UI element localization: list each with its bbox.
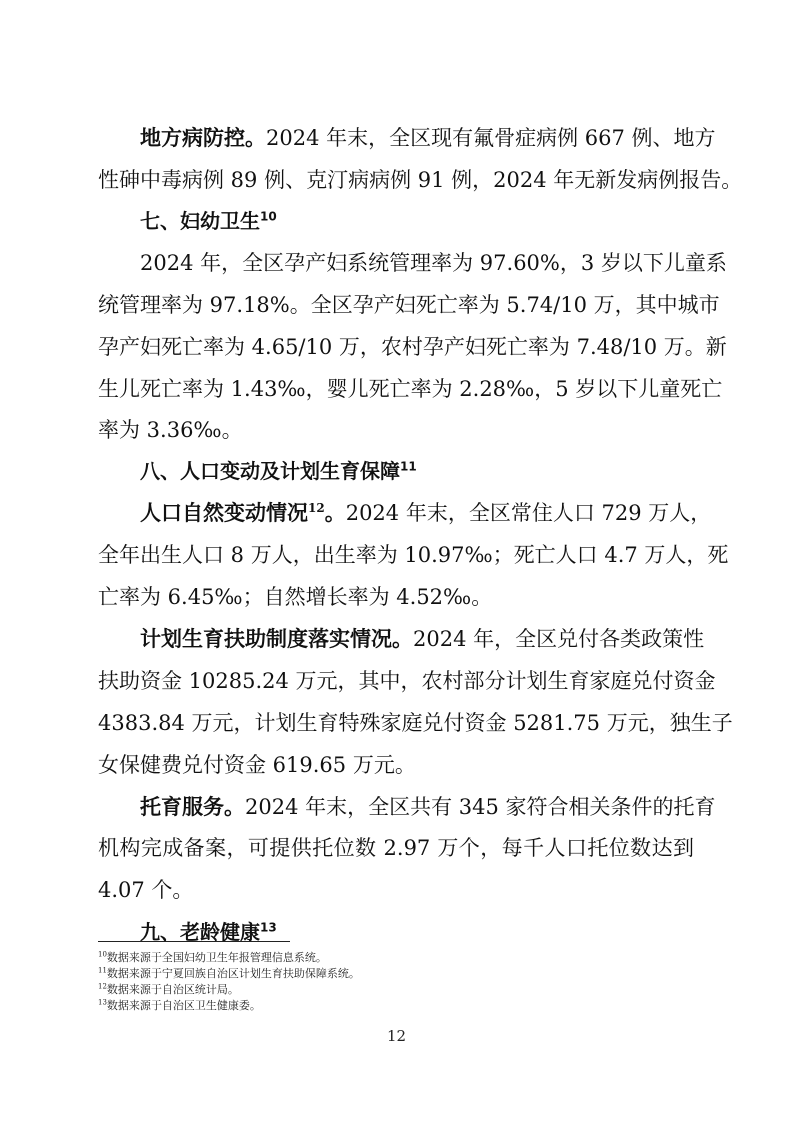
footnote-13	[98, 999, 261, 1013]
paragraph-lead: 计划生育扶助制度落实情况。	[140, 626, 413, 651]
paragraph-text: 2024 年末，全区共有 345 家符合相关条件的托育	[245, 795, 716, 819]
footnote-mark: 12	[98, 982, 107, 991]
paragraph-population-line-2: 全年出生人口 8 万人，出生率为 10.97‰；死亡人口 4.7 万人，死	[98, 543, 729, 567]
paragraph-text: 2024 年末，全区常住人口 729 万人，	[345, 501, 712, 525]
section-heading-maternal-child	[140, 207, 277, 235]
paragraph-endemic-line-2: 性砷中毒病例 89 例、克汀病病例 91 例，2024 年无新发病例报告。	[98, 168, 743, 192]
footnote-mark: 10	[98, 950, 107, 959]
paragraph-population-line-3: 亡率为 6.45‰；自然增长率为 4.52‰。	[98, 585, 493, 609]
paragraph-assistance-line-4: 女保健费兑付资金 619.65 万元。	[98, 753, 416, 777]
footnote-separator	[98, 941, 290, 942]
paragraph-population-line-1	[140, 499, 712, 527]
paragraph-assistance-line-1	[140, 625, 705, 653]
heading-text: 八、人口变动及计划生育保障	[140, 459, 400, 483]
footnote-ref: 12	[308, 501, 325, 515]
paragraph-maternal-line-4: 生儿死亡率为 1.43‰，婴儿死亡率为 2.28‰，5 岁以下儿童死亡	[98, 377, 723, 401]
paragraph-endemic-line-1	[140, 124, 716, 152]
paragraph-lead: 地方病防控。	[140, 125, 266, 150]
paragraph-childcare-line-1	[140, 793, 716, 821]
footnote-ref: 13	[260, 920, 277, 935]
paragraph-lead-tail: 。	[324, 500, 346, 525]
paragraph-text: 2024 年，全区兑付各类政策性	[413, 627, 705, 651]
footnote-12	[98, 983, 239, 997]
paragraph-assistance-line-2: 扶助资金 10285.24 万元，其中，农村部分计划生育家庭兑付资金	[98, 669, 716, 693]
footnote-text: 数据来源于自治区统计局。	[106, 983, 239, 996]
paragraph-maternal-line-5: 率为 3.36‰。	[98, 418, 243, 442]
paragraph-lead: 人口自然变动情况	[140, 500, 308, 525]
footnote-mark: 11	[98, 966, 107, 975]
paragraph-childcare-line-3: 4.07 个。	[98, 878, 194, 902]
footnote-ref: 11	[400, 459, 417, 474]
heading-text: 九、老龄健康	[140, 920, 260, 944]
heading-text: 七、妇幼卫生	[140, 209, 260, 233]
footnote-text: 数据来源于全国妇幼卫生年报管理信息系统。	[106, 951, 327, 964]
paragraph-maternal-line-1: 2024 年，全区孕产妇系统管理率为 97.60%，3 岁以下儿童系	[140, 251, 727, 275]
footnote-ref: 10	[260, 209, 277, 224]
paragraph-text: 2024 年末，全区现有氟骨症病例 667 例、地方	[266, 126, 716, 150]
paragraph-maternal-line-3: 孕产妇死亡率为 4.65/10 万，农村孕产妇死亡率为 7.48/10 万。新	[98, 335, 727, 359]
footnote-mark: 13	[98, 998, 107, 1007]
section-heading-population	[140, 457, 417, 485]
footnote-10	[98, 951, 327, 965]
footnote-text: 数据来源于自治区卫生健康委。	[106, 999, 261, 1012]
paragraph-maternal-line-2: 统管理率为 97.18%。全区孕产妇死亡率为 5.74/10 万，其中城市	[98, 293, 720, 317]
paragraph-assistance-line-3: 4383.84 万元，计划生育特殊家庭兑付资金 5281.75 万元，独生子	[98, 711, 733, 735]
footnote-text: 数据来源于宁夏回族自治区计划生育扶助保障系统。	[106, 967, 360, 980]
paragraph-lead: 托育服务。	[140, 794, 245, 819]
page-number: 12	[386, 1027, 407, 1045]
footnote-11	[98, 967, 360, 981]
paragraph-childcare-line-2: 机构完成备案，可提供托位数 2.97 万个，每千人口托位数达到	[98, 836, 694, 860]
